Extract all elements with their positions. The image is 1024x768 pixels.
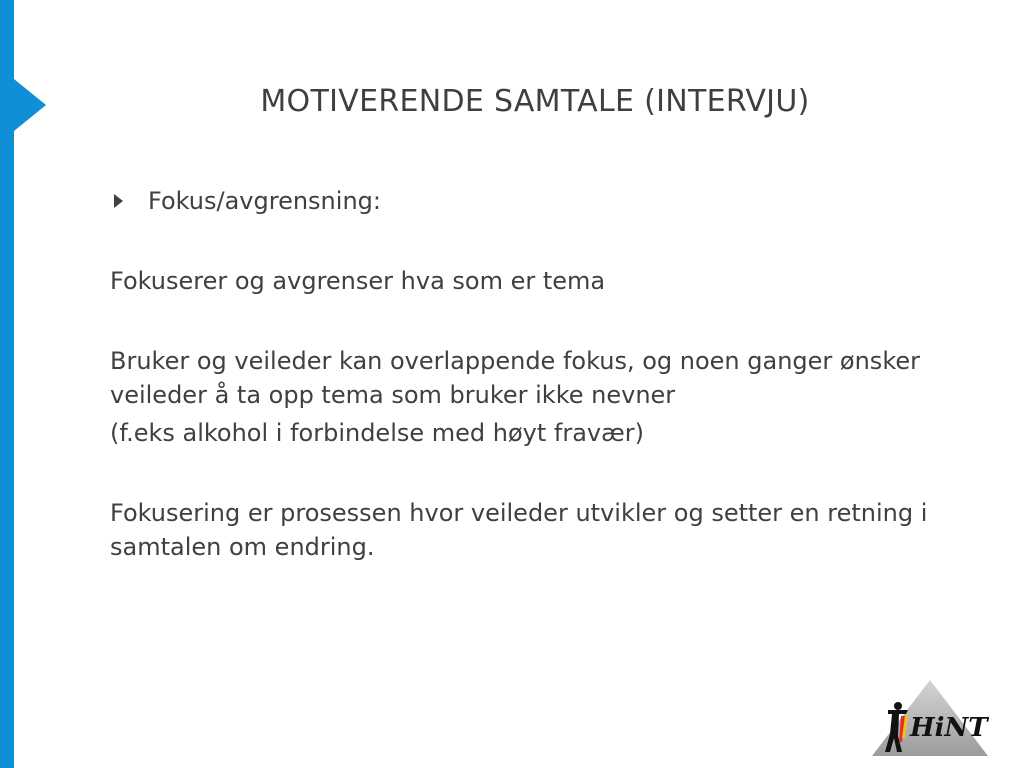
paragraph-4: Fokusering er prosessen hvor veileder utvikler og setter en retning i samtalen om endring. [110, 499, 928, 561]
accent-bar [0, 0, 14, 768]
slide-title: MOTIVERENDE SAMTALE (INTERVJU) [260, 84, 810, 119]
paragraph-3: (f.eks alkohol i forbindelse med høyt fravær) [110, 419, 644, 447]
logo-text: HiNT [910, 713, 988, 743]
hint-logo [868, 676, 992, 760]
slide-content [110, 184, 970, 610]
paragraph-1: Fokuserer og avgrenser hva som er tema [110, 267, 606, 295]
bullet-item [110, 184, 970, 218]
triangle-bullet-icon [114, 194, 123, 208]
accent-arrow-icon [14, 79, 46, 131]
bullet-text: Fokus/avgrensning: [148, 187, 381, 215]
paragraph-2: Bruker og veileder kan overlappende fokus, og noen ganger ønsker veileder å ta opp tema som bruker ikke nevner [110, 347, 920, 409]
